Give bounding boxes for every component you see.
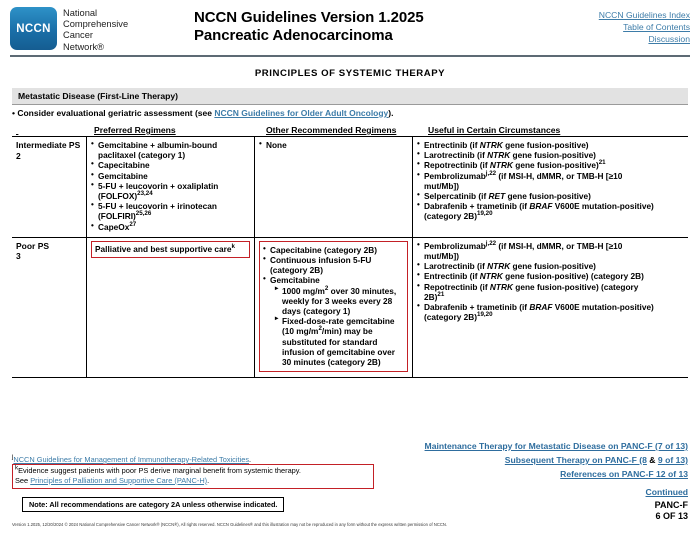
list-item: • Entrectinib (if NTRK gene fusion-positive)	[417, 140, 656, 150]
col-header-blank	[12, 125, 90, 136]
list-item: • Pembrolizumab$^{j,22}$ (if MSI-H, dMMR, or TMB-H [≥10 mut/Mb])	[417, 171, 656, 191]
page-title-line-2: Pancreatic Adenocarcinoma	[194, 27, 393, 45]
nccn-logo-mark	[10, 7, 57, 50]
sub-list-item: ▸ 1000 $mg/m^2$ over 30 minutes, weekly for 3 weeks every 28 days (category 1)	[275, 286, 404, 317]
link-references[interactable]: References on PANC-F 12 of 13	[560, 468, 688, 479]
list-item: • 5-FU + leucovorin + oxaliplatin (FOLFOX)$^{23,24}$	[91, 181, 250, 201]
list-item: • Capecitabine	[91, 160, 250, 170]
table-row	[12, 238, 688, 378]
footnote-k-suffix: .	[207, 475, 210, 485]
continued-label	[646, 487, 688, 497]
list-item: • Larotrectinib (if NTRK gene fusion-positive)	[417, 261, 656, 271]
systemic-therapy-table	[12, 125, 688, 378]
link-maintenance-therapy[interactable]: Maintenance Therapy for Metastatic Disease on PANC-F (7 of 13)	[424, 441, 688, 451]
list-item: • Gemcitabine ▸ 1000 $mg/m^2$ over 30 minutes, weekly for 3 weeks every 28 days (category 1) ▸ Fixed-dose-rate gemcitabine (10 $mg/m^2/\min$) may be substituted for standard infusion of gemcitabine over 30 minutes (category 2B)	[263, 275, 404, 367]
link-guidelines-index[interactable]: NCCN Guidelines Index	[598, 10, 690, 20]
footnote-j-suffix: .	[249, 455, 252, 464]
header-divider	[10, 55, 690, 57]
page-title-line-1: NCCN Guidelines Version 1.2025	[194, 9, 424, 26]
row-label-intermediate-ps	[12, 137, 86, 237]
list-item: • Dabrafenib + trametinib (if BRAF V600E mutation-positive) (category 2B)$^{19,20}$	[417, 302, 656, 322]
footnote-k-text: Evidence suggest patients with poor PS derive marginal benefit from systemic therapy.	[18, 466, 301, 475]
list-item: • None	[259, 140, 408, 150]
link-older-adult-oncology[interactable]: NCCN Guidelines for Older Adult Oncology	[214, 108, 389, 118]
nccn-logo	[10, 7, 190, 53]
footer-links	[358, 440, 688, 482]
nccn-logo-text	[63, 7, 128, 53]
logo-line-1: National	[63, 8, 98, 18]
footer-link-row-2	[358, 454, 688, 468]
list-item: • 5-FU + leucovorin + irinotecan (FOLFIRI)$^{25,26}$	[91, 201, 250, 221]
link-immunotherapy-toxicities[interactable]: NCCN Guidelines for Management of Immunotherapy-Related Toxicities	[13, 455, 250, 464]
nccn-logo-abbr: NCCN	[16, 22, 51, 35]
cell-other-poor	[254, 238, 412, 377]
header-links	[515, 7, 690, 46]
list-item: • Selpercatinib (if RET gene fusion-positive)	[417, 191, 656, 201]
highlight-box-palliative	[91, 241, 250, 258]
cell-preferred-poor	[86, 238, 254, 377]
link-discussion[interactable]: Discussion	[648, 33, 690, 44]
col-header-other: Other Recommended Regimens	[266, 125, 397, 135]
palliative-care-text: Palliative and best supportive care$^k$	[95, 243, 235, 254]
cell-useful-poor	[412, 238, 660, 377]
row-label-line-2: 3	[16, 251, 21, 262]
sub-list-item: ▸ Fixed-dose-rate gemcitabine (10 $mg/m^2/\min$) may be substituted for standard infusion of gemcitabine over 30 minutes (category 2B)	[275, 316, 404, 367]
cell-useful-intermediate	[412, 137, 660, 237]
note-prefix: • Consider evaluational geriatric assessment (see	[12, 108, 215, 118]
logo-line-2: Comprehensive	[63, 19, 129, 30]
row-label-line-1: Intermediate PS	[16, 140, 81, 150]
list-item: • Gemcitabine	[91, 171, 250, 181]
footer-ampersand: &	[646, 454, 658, 465]
page-header	[0, 0, 700, 52]
footnote-k-marker: k	[15, 464, 19, 472]
highlight-box-other-regimens	[259, 241, 408, 372]
page-title	[190, 7, 515, 46]
footnote-j-marker: j	[12, 453, 14, 461]
list-item: • Repotrectinib (if NTRK gene fusion-positive) (category 2B)$^{21}$	[417, 282, 656, 302]
cell-preferred-intermediate	[86, 137, 254, 237]
list-item: • Repotrectinib (if NTRK gene fusion-positive)$^{21}$	[417, 160, 656, 170]
category-note-box: Note: All recommendations are category 2A unless otherwise indicated.	[22, 497, 284, 512]
page-identifier	[655, 500, 688, 523]
link-subsequent-therapy-9[interactable]: 9 of 13)	[657, 454, 688, 465]
list-item: • Capecitabine (category 2B)	[263, 245, 404, 255]
geriatric-assessment-note	[12, 108, 688, 118]
footer-link-row-1	[358, 440, 688, 454]
section-title: PRINCIPLES OF SYSTEMIC THERAPY	[254, 68, 446, 79]
list-item: • CapeOx$^{27}$	[91, 222, 250, 232]
table-header-row	[12, 125, 688, 137]
link-palliation-supportive-care[interactable]: Principles of Palliation and Supportive Care (PANC-H)	[30, 475, 208, 485]
row-label-line-2: 2	[16, 150, 21, 161]
link-continued[interactable]: Continued	[645, 487, 688, 497]
page-code: PANC-F	[654, 500, 688, 510]
page-number: 6 OF 13	[655, 511, 688, 522]
list-item: • Pembrolizumab$^{j,22}$ (if MSI-H, dMMR, or TMB-H [≥10 mut/Mb])	[417, 241, 656, 261]
list-item: • Dabrafenib + trametinib (if BRAF V600E mutation-positive) (category 2B)$^{19,20}$	[417, 201, 656, 221]
col-header-useful: Useful in Certain Circumstances	[428, 125, 561, 135]
row-label-line-1: Poor PS	[16, 240, 50, 251]
logo-line-3: Cancer	[63, 30, 93, 41]
footnote-k-see: See	[15, 475, 31, 485]
list-item: • Gemcitabine + albumin-bound paclitaxel (category 1)	[91, 140, 250, 160]
row-label-poor-ps	[12, 238, 86, 377]
note-suffix: ).	[388, 108, 394, 118]
col-header-preferred: Preferred Regimens	[94, 125, 176, 135]
link-subsequent-therapy-8[interactable]: Subsequent Therapy on PANC-F (8	[504, 454, 647, 465]
footnote-k	[12, 464, 374, 489]
metastatic-disease-band: Metastatic Disease (First-Line Therapy)	[12, 88, 688, 105]
list-item: • Larotrectinib (if NTRK gene fusion-positive)	[417, 150, 656, 160]
link-table-of-contents[interactable]: Table of Contents	[623, 21, 690, 32]
list-item: • Entrectinib (if NTRK gene fusion-positive) (category 2B)	[417, 271, 656, 281]
list-item: • Continuous infusion 5-FU (category 2B)	[263, 255, 404, 275]
copyright-text: Version 1.2025, 12/20/2024 © 2024 National Comprehensive Cancer Network® (NCCN®), All rights reserved. NCCN Guidelines® and this illustration may not be reproduced in any form without the express written permission of NCCN.	[12, 522, 448, 527]
table-row	[12, 137, 688, 238]
logo-line-4: Network®	[63, 41, 104, 52]
footer-link-row-3	[358, 468, 688, 482]
cell-other-intermediate	[254, 137, 412, 237]
